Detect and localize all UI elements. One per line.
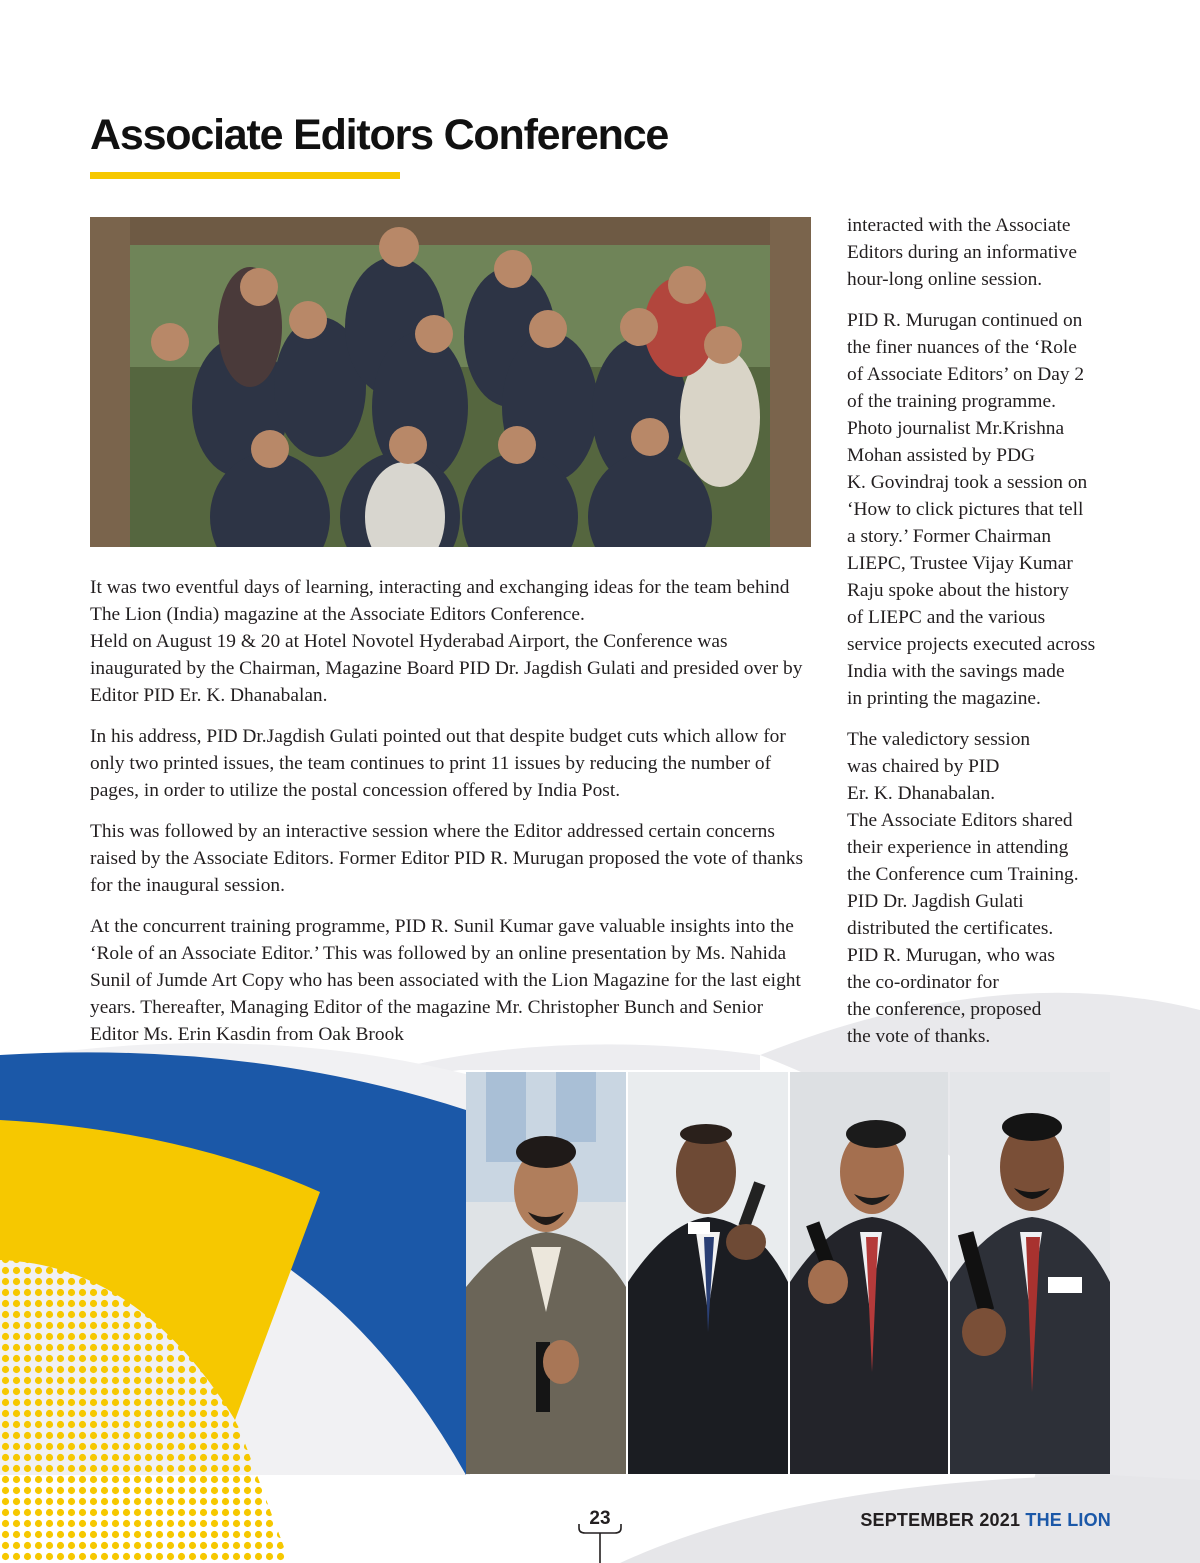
side-line: their experience in attending	[847, 837, 1069, 858]
side-line: PID R. Murugan continued on	[847, 310, 1083, 331]
article-paragraph: At the concurrent training programme, PID R. Sunil Kumar gave valuable insights into the ‘Role of an Associate Editor.’ This was followed by an online presentation by Ms. Nahida Sunil of Jumde Art Copy who has been associated with the Lion Magazine for the last eight years. Thereafter, Managing Editor of the magazine Mr. Christopher Bunch and Senior Editor Ms. Erin Kasdin from Oak Brook	[90, 916, 801, 1045]
side-paragraph	[847, 307, 1137, 712]
side-line: the vote of thanks.	[847, 1026, 991, 1047]
side-line: The Associate Editors shared	[847, 810, 1073, 831]
side-line: Mohan assisted by PDG	[847, 445, 1035, 466]
side-line: PID Dr. Jagdish Gulati	[847, 891, 1024, 912]
group-photo	[90, 217, 811, 547]
article-paragraph: In his address, PID Dr.Jagdish Gulati pointed out that despite budget cuts which allow for only two printed issues, the team continues to print 11 issues by reducing the number of pages, in order to utilize the postal concession offered by India Post.	[90, 726, 786, 801]
side-line: of the training programme.	[847, 391, 1056, 412]
article-paragraph: This was followed by an interactive session where the Editor addressed certain concerns raised by the Associate Editors. Former Editor PID R. Murugan proposed the vote of thanks for the inaugural session.	[90, 821, 804, 896]
article-title: Associate Editors Conference	[90, 111, 669, 159]
intro-line: It was two eventful days of learning, interacting and exchanging ideas for the team behind The Lion (India) magazine at the Associate Editors Conference.	[90, 577, 790, 625]
page-number: 23	[589, 1508, 611, 1529]
side-line: K. Govindraj took a session on	[847, 472, 1088, 493]
side-line: the Conference cum Training.	[847, 864, 1079, 885]
side-line: Raju spoke about the history	[847, 580, 1069, 601]
side-line: of LIEPC and the various	[847, 607, 1046, 628]
intro-line: Held on August 19 & 20 at Hotel Novotel Hyderabad Airport, the Conference was inaugurated by the Chairman, Magazine Board PID Dr. Jagdish Gulati and presided over by Editor PID Er. K. Dhanabalan.	[90, 631, 803, 706]
side-paragraph	[847, 726, 1137, 1050]
side-line: Editors during an informative	[847, 242, 1077, 263]
side-line: in printing the magazine.	[847, 688, 1041, 709]
side-line: Photo journalist Mr.Krishna	[847, 418, 1065, 439]
side-line: hour-long online session.	[847, 269, 1043, 290]
side-line: interacted with the Associate	[847, 215, 1071, 236]
side-line: the finer nuances of the ‘Role	[847, 337, 1077, 358]
folio-bracket-icon	[576, 1524, 624, 1563]
footer-issue-line	[860, 1510, 1111, 1531]
side-paragraph	[847, 212, 1137, 293]
speaker-photo-1	[466, 1072, 626, 1474]
article-paragraph	[90, 574, 810, 709]
side-line: LIEPC, Trustee Vijay Kumar	[847, 553, 1073, 574]
magazine-name: THE LION	[1025, 1510, 1111, 1530]
side-line: ‘How to click pictures that tell	[847, 499, 1084, 520]
issue-date: SEPTEMBER 2021	[860, 1510, 1021, 1530]
side-line: was chaired by PID	[847, 756, 1000, 777]
side-line: the co-ordinator for	[847, 972, 999, 993]
side-line: a story.’ Former Chairman	[847, 526, 1052, 547]
side-line: distributed the certificates.	[847, 918, 1054, 939]
speaker-photo-4	[950, 1072, 1110, 1474]
side-line: service projects executed across	[847, 634, 1096, 655]
side-line: PID R. Murugan, who was	[847, 945, 1055, 966]
side-line: Er. K. Dhanabalan.	[847, 783, 996, 804]
side-line: The valedictory session	[847, 729, 1031, 750]
speaker-photo-3	[790, 1072, 948, 1474]
article-side-column	[847, 212, 1137, 1064]
article-body	[90, 574, 810, 1062]
title-underline	[90, 172, 400, 179]
side-line: the conference, proposed	[847, 999, 1042, 1020]
side-line: India with the savings made	[847, 661, 1065, 682]
side-line: of Associate Editors’ on Day 2	[847, 364, 1085, 385]
speaker-photo-2	[628, 1072, 788, 1474]
